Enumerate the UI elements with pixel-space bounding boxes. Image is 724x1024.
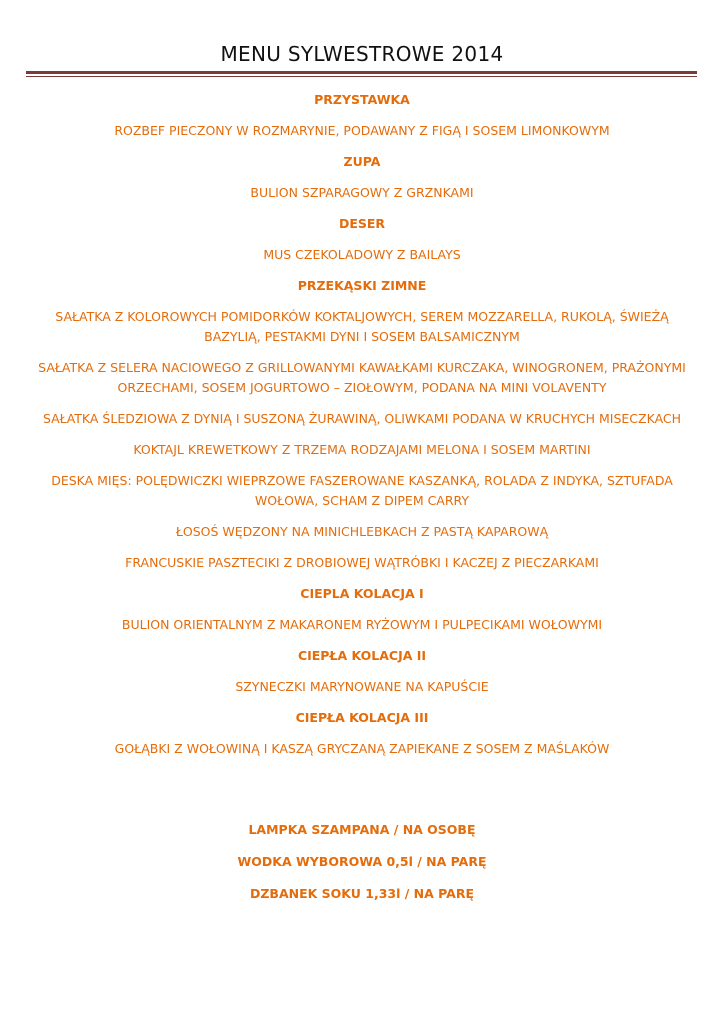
section-heading-kolacja-2: CIEPŁA KOLACJA II: [297, 648, 427, 663]
page-title: MENU SYLWESTROWE 2014: [220, 42, 504, 66]
section-heading-kolacja-3: CIEPŁA KOLACJA III: [295, 710, 429, 725]
menu-item: FRANCUSKIE PASZTECIKI Z DROBIOWEJ WĄTRÓBKI I KACZEJ Z PIECZARKAMI: [125, 555, 599, 570]
menu-item: GOŁĄBKI Z WOŁOWINĄ I KASZĄ GRYCZANĄ ZAPIEKANE Z SOSEM Z MAŚLAKÓW: [114, 741, 610, 756]
section-heading-przekaski: PRZEKĄSKI ZIMNE: [297, 278, 427, 293]
drink-item-vodka: WODKA WYBOROWA 0,5l / NA PARĘ: [237, 854, 487, 869]
section-heading-zupa: ZUPA: [343, 154, 381, 169]
menu-item: BULION SZPARAGOWY Z GRZNKAMI: [250, 185, 474, 200]
title-divider-thin: [26, 76, 697, 77]
menu-item: SZYNECZKI MARYNOWANE NA KAPUŚCIE: [235, 679, 489, 694]
menu-item: SAŁATKA ŚLEDZIOWA Z DYNIĄ I SUSZONĄ ŻURAWINĄ, OLIWKAMI PODANA W KRUCHYCH MISECZKACH: [42, 411, 682, 426]
menu-item: ŁOSOŚ WĘDZONY NA MINICHLEBKACH Z PASTĄ KAPAROWĄ: [175, 524, 549, 539]
section-heading-deser: DESER: [338, 216, 386, 231]
title-divider-thick: [26, 71, 697, 74]
menu-item: SAŁATKA Z KOLOROWYCH POMIDORKÓW KOKTALJOWYCH, SEREM MOZZARELLA, RUKOLĄ, ŚWIEŻĄ BAZYLIĄ, PESTAKMI DYNI I SOSEM BALSAMICZNYM: [55, 309, 669, 344]
menu-body: [30, 90, 694, 770]
menu-item: DESKA MIĘS: POLĘDWICZKI WIEPRZOWE FASZEROWANE KASZANKĄ, ROLADA Z INDYKA, SZTUFADA WOŁOWA, SCHAM Z DIPEM CARRY: [51, 473, 673, 508]
drinks-section: [30, 820, 694, 916]
menu-item: KOKTAJL KREWETKOWY Z TRZEMA RODZAJAMI MELONA I SOSEM MARTINI: [133, 442, 591, 457]
section-heading-przystawka: PRZYSTAWKA: [314, 92, 410, 107]
menu-item: SAŁATKA Z SELERA NACIOWEGO Z GRILLOWANYMI KAWAŁKAMI KURCZAKA, WINOGRONEM, PRAŻONYMI ORZECHAMI, SOSEM JOGURTOWO – ZIOŁOWYM, PODANA NA MINI VOLAVENTY: [38, 360, 686, 395]
menu-item: BULION ORIENTALNYM Z MAKARONEM RYŻOWYM I PULPECIKAMI WOŁOWYMI: [121, 617, 603, 632]
section-heading-kolacja-1: CIEPLA KOLACJA I: [300, 586, 424, 601]
drink-item-champagne: LAMPKA SZAMPANA / NA OSOBĘ: [248, 822, 476, 837]
drink-item-juice: DZBANEK SOKU 1,33l / NA PARĘ: [249, 886, 474, 901]
menu-item: MUS CZEKOLADOWY Z BAILAYS: [263, 247, 461, 262]
menu-item: ROZBEF PIECZONY W ROZMARYNIE, PODAWANY Z FIGĄ I SOSEM LIMONKOWYM: [114, 123, 610, 138]
